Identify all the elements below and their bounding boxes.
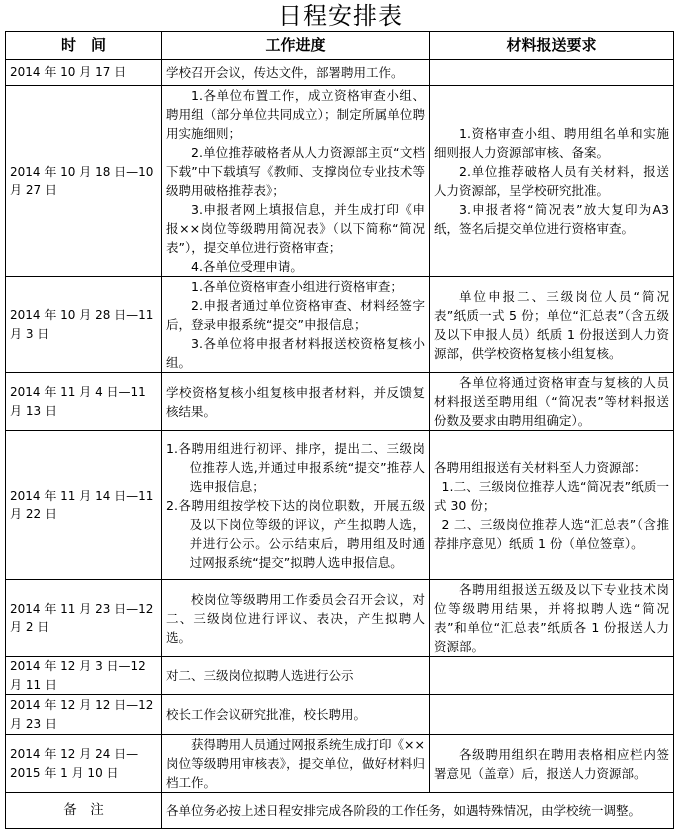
progress-item: 1.各单位资格审查小组进行资格审查； [191, 279, 403, 294]
row-materials [430, 657, 674, 695]
progress-item: 3.各单位将申报者材料报送校资格复核小组。 [166, 336, 425, 370]
row-materials [430, 86, 674, 277]
materials-item: 1.资格审查小组、聘用组名单和实施细则报人力资源部审核、备案。 [434, 126, 669, 160]
row-materials [430, 277, 674, 373]
progress-item: 校长工作会议研究批准，校长聘用。 [166, 707, 367, 722]
row-progress [162, 373, 430, 431]
row-time: 2014 年 10 月 28 日—11 月 3 日 [6, 277, 162, 373]
progress-item: 学校资格复核小组复核申报者材料，并反馈复核结果。 [166, 384, 425, 419]
row-time: 2014 年 11 月 23 日—12 月 2 日 [6, 580, 162, 657]
header-materials: 材料报送要求 [430, 32, 674, 60]
materials-item: 各级聘用组织在聘用表格相应栏内签署意见（盖章）后，报送人力资源部。 [434, 746, 669, 781]
row-materials [430, 431, 674, 580]
row-time: 2014 年 11 月 14 日—11 月 22 日 [6, 431, 162, 580]
progress-item: 获得聘用人员通过网报系统生成打印《××岗位等级聘用审核表》，提交单位，做好材料归档工作。 [166, 737, 425, 790]
row-progress [162, 735, 430, 793]
table-row [6, 60, 674, 86]
row-materials [430, 580, 674, 657]
notes-label: 备 注 [6, 793, 162, 829]
progress-item: 4.各单位受理申请。 [191, 259, 303, 274]
materials-item: 各单位将通过资格审查与复核的人员材料报送至聘用组（“简况表”等材料报送份数及要求由聘用组确定）。 [434, 375, 669, 428]
progress-item: 1.各单位布置工作，成立资格审查小组、聘用组（部分单位共同成立）；制定所属单位聘用实施细则； [166, 88, 425, 141]
row-progress [162, 580, 430, 657]
progress-item: 对二、三级岗位拟聘人选进行公示 [166, 668, 354, 683]
row-time: 2014 年 12 月 24 日—2015 年 1 月 10 日 [6, 735, 162, 793]
table-header-row [6, 32, 674, 60]
table-row [6, 277, 674, 373]
page-title: 日程安排表 [278, 2, 403, 30]
header-progress: 工作进度 [162, 32, 430, 60]
progress-item: 2.申报者通过单位资格审查、材料经签字后，登录申报系统“提交”申报信息； [166, 298, 425, 332]
table-row [6, 735, 674, 793]
row-progress [162, 657, 430, 695]
progress-item: 2.单位推荐破格者从人力资源部主页“文档下载”中下载填写《教师、支撑岗位专业技术等级聘用破格推荐表》； [166, 145, 425, 198]
table-row [6, 580, 674, 657]
row-time: 2014 年 10 月 18 日—10 月 27 日 [6, 86, 162, 277]
progress-item: 校岗位等级聘用工作委员会召开会议，对二、三级岗位进行评议、表决，产生拟聘人选。 [166, 591, 425, 645]
progress-item: 2.各聘用组按学校下达的岗位职数，开展五级及以下岗位等级的评议，产生拟聘人选，并进行公示。公示结束后，聘用组及时通过网报系统“提交”拟聘人选申报信息。 [166, 497, 425, 570]
row-progress [162, 60, 430, 86]
row-progress [162, 277, 430, 373]
table-row [6, 86, 674, 277]
row-progress [162, 431, 430, 580]
materials-item: 各聘用组报送五级及以下专业技术岗位等级聘用结果，并将拟聘人选“简况表”和单位“汇总表”纸质各 1 份报送人力资源部。 [434, 582, 669, 654]
table-row [6, 373, 674, 431]
progress-item: 1.各聘用组进行初评、排序，提出二、三级岗位推荐人选,并通过申报系统“提交”推荐人选申报信息； [166, 440, 425, 494]
notes-row [6, 793, 674, 829]
table-row [6, 695, 674, 735]
table-row [6, 657, 674, 695]
progress-item: 3.申报者网上填报信息，并生成打印《申报××岗位等级聘用简况表》（以下简称“简况表”），提交单位进行资格审查； [166, 202, 425, 255]
row-materials [430, 735, 674, 793]
row-materials [430, 60, 674, 86]
row-progress [162, 86, 430, 277]
schedule-table [5, 31, 674, 829]
materials-item: 各聘用组报送有关材料至人力资源部： [434, 459, 647, 475]
materials-item: 1.二、三级岗位推荐人选“简况表”纸质一式 30 份； [434, 478, 669, 513]
row-progress [162, 695, 430, 735]
row-time: 2014 年 10 月 17 日 [6, 60, 162, 86]
notes-text: 各单位务必按上述日程安排完成各阶段的工作任务，如遇特殊情况，由学校统一调整。 [162, 793, 674, 829]
header-time: 时 间 [6, 32, 162, 60]
materials-item: 3.申报者将“简况表”放大复印为A3 纸，签名后提交单位进行资格审查。 [434, 202, 669, 236]
materials-item: 2 二、三级岗位推荐人选“汇总表”（含推荐排序意见）纸质 1 份（单位签章）。 [434, 516, 669, 551]
materials-item: 单位申报二、三级岗位人员“简况表”纸质一式 5 份；单位“汇总表”（含五级及以下申报人员）纸质 1 份报送到人力资源部，供学校资格复核小组复核。 [434, 288, 669, 361]
table-row [6, 431, 674, 580]
row-materials [430, 373, 674, 431]
row-time: 2014 年 11 月 4 日—11 月 13 日 [6, 373, 162, 431]
progress-item: 学校召开会议，传达文件，部署聘用工作。 [166, 65, 404, 80]
row-materials [430, 695, 674, 735]
row-time: 2014 年 12 月 3 日—12 月 11 日 [6, 657, 162, 695]
row-time: 2014 年 12 月 12 日—12 月 23 日 [6, 695, 162, 735]
materials-item: 2.单位推荐破格人员有关材料，报送人力资源部，呈学校研究批准。 [434, 164, 669, 198]
